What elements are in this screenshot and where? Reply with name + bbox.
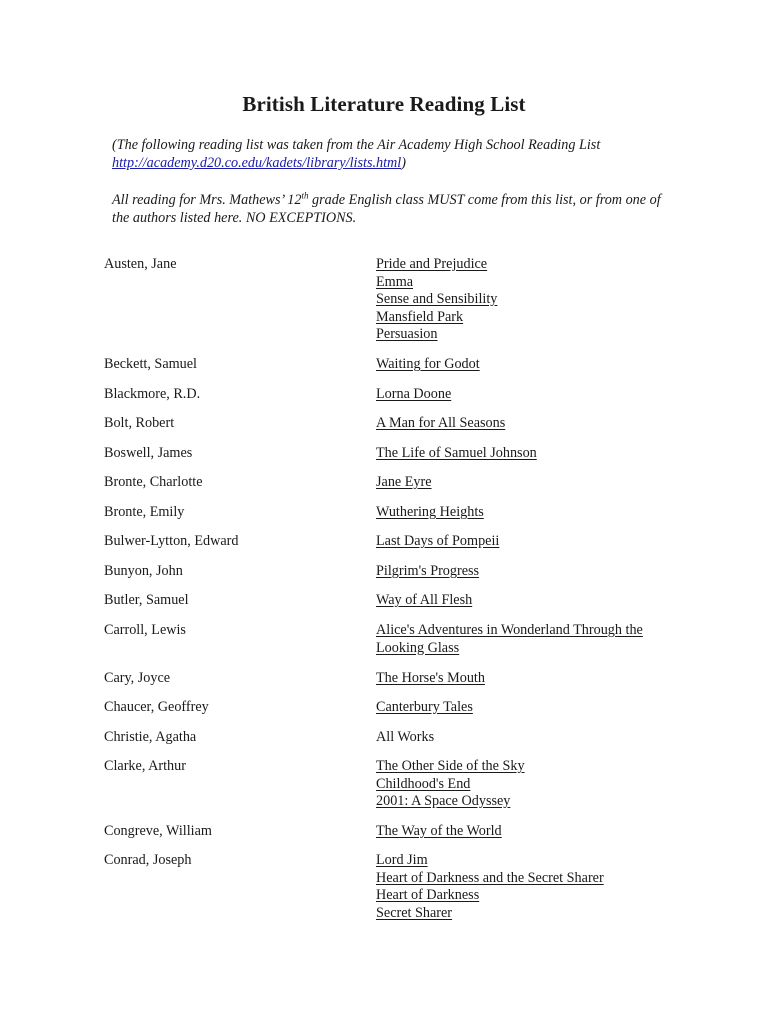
works-list bbox=[376, 474, 676, 492]
author-name: Cary, Joyce bbox=[104, 670, 171, 686]
book-title: Heart of Darkness and the Secret Sharer bbox=[376, 869, 604, 886]
source-link[interactable]: http://academy.d20.co.edu/kadets/library/lists.html bbox=[112, 155, 402, 171]
works-list bbox=[376, 356, 676, 374]
works-list bbox=[376, 386, 676, 404]
book-title: The Other Side of the Sky bbox=[376, 758, 525, 774]
book-title: Alice's Adventures in Wonderland Through the Looking Glass bbox=[376, 622, 643, 656]
works-list bbox=[376, 592, 676, 610]
book-title: Secret Sharer bbox=[376, 904, 453, 921]
book-title: Pilgrim's Progress bbox=[376, 563, 480, 579]
author-name: Bolt, Robert bbox=[104, 415, 175, 431]
author-name: Austen, Jane bbox=[104, 256, 177, 272]
author-name: Bulwer-Lytton, Edward bbox=[104, 533, 239, 549]
author-name: Chaucer, Geoffrey bbox=[104, 699, 209, 715]
requirement-pre: All reading for Mrs. Mathews’ 12 bbox=[112, 192, 302, 208]
works-list bbox=[376, 504, 676, 522]
works-list bbox=[376, 256, 676, 344]
book-title: All Works bbox=[376, 729, 435, 745]
book-title: Childhood's End bbox=[376, 775, 471, 792]
works-list bbox=[376, 729, 676, 747]
book-title: Emma bbox=[376, 273, 414, 290]
book-title: Last Days of Pompeii bbox=[376, 533, 500, 549]
book-title: Waiting for Godot bbox=[376, 356, 480, 372]
author-name: Congreve, William bbox=[104, 823, 212, 839]
works-list bbox=[376, 445, 676, 463]
author-name: Conrad, Joseph bbox=[104, 852, 192, 868]
author-name: Clarke, Arthur bbox=[104, 758, 186, 774]
author-name: Bunyon, John bbox=[104, 563, 183, 579]
works-list bbox=[376, 852, 676, 922]
book-title: A Man for All Seasons bbox=[376, 415, 506, 431]
author-name: Butler, Samuel bbox=[104, 592, 189, 608]
book-title: Lord Jim bbox=[376, 852, 428, 868]
requirement-note bbox=[112, 191, 672, 227]
book-title: Pride and Prejudice bbox=[376, 256, 488, 272]
book-title: Way of All Flesh bbox=[376, 592, 473, 608]
book-title: The Horse's Mouth bbox=[376, 670, 485, 686]
author-name: Bronte, Emily bbox=[104, 504, 185, 520]
page-title: British Literature Reading List bbox=[242, 92, 526, 116]
book-title: Sense and Sensibility bbox=[376, 291, 498, 307]
author-name: Beckett, Samuel bbox=[104, 356, 197, 372]
works-list bbox=[376, 563, 676, 581]
author-name: Blackmore, R.D. bbox=[104, 386, 201, 402]
author-name: Bronte, Charlotte bbox=[104, 474, 203, 490]
works-list bbox=[376, 533, 676, 551]
author-name: Christie, Agatha bbox=[104, 729, 197, 745]
works-list bbox=[376, 758, 676, 811]
book-title: Wuthering Heights bbox=[376, 504, 484, 520]
intro-text: (The following reading list was taken from the Air Academy High School Reading List bbox=[112, 137, 601, 153]
book-title: Heart of Darkness bbox=[376, 887, 480, 903]
works-list bbox=[376, 670, 676, 688]
author-name: Carroll, Lewis bbox=[104, 622, 186, 638]
works-list bbox=[376, 622, 676, 657]
book-title: Jane Eyre bbox=[376, 474, 432, 490]
book-title: Lorna Doone bbox=[376, 386, 452, 402]
book-title: Persuasion bbox=[376, 326, 438, 342]
works-list bbox=[376, 823, 676, 841]
book-title: The Life of Samuel Johnson bbox=[376, 445, 537, 461]
intro-note bbox=[112, 136, 672, 172]
requirement-sup: th bbox=[301, 190, 309, 201]
works-list bbox=[376, 699, 676, 717]
works-list bbox=[376, 415, 676, 433]
requirement-post: grade English class MUST come from this list, or from one of the authors listed here. NO EXCEPTIONS. bbox=[112, 192, 661, 226]
author-name: Boswell, James bbox=[104, 445, 193, 461]
book-title: 2001: A Space Odyssey bbox=[376, 793, 511, 809]
book-title: Canterbury Tales bbox=[376, 699, 473, 715]
intro-close: ) bbox=[401, 155, 406, 171]
book-title: The Way of the World bbox=[376, 823, 502, 839]
book-title: Mansfield Park bbox=[376, 308, 464, 325]
